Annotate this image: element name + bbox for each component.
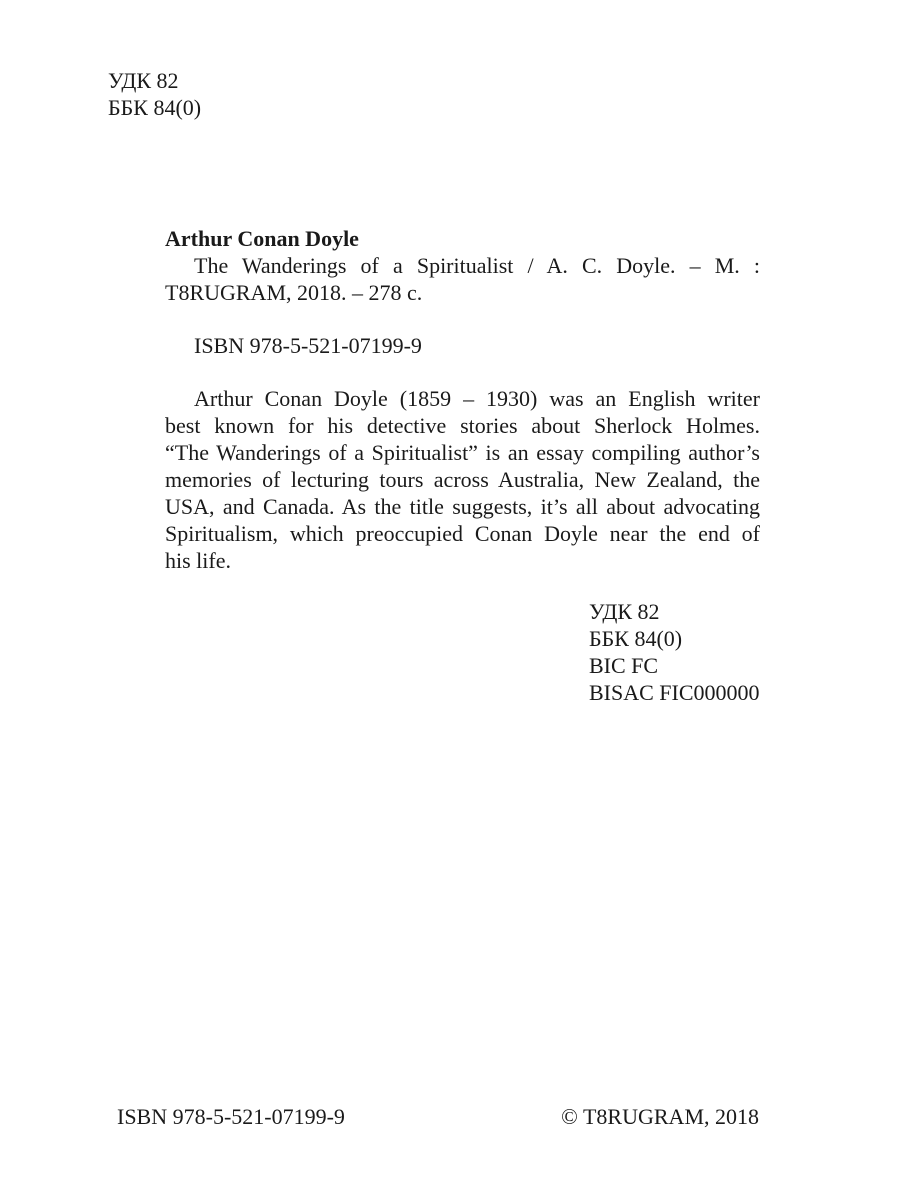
bbk-code: ББК 84(0) [589,626,683,651]
annotation-paragraph [165,385,760,574]
annotation-line: USA, and Canada. As the title suggests, it’s all about advocating [165,494,760,519]
isbn-line: ISBN 978-5-521-07199-9 [194,333,422,358]
footer-copyright: © T8RUGRAM, 2018 [561,1104,759,1129]
footer-isbn: ISBN 978-5-521-07199-9 [117,1104,345,1129]
udk-code: УДК 82 [108,68,179,93]
catalog-record [165,225,760,574]
annotation-line: his life. [165,548,231,573]
title-line-2: T8RUGRAM, 2018. – 278 c. [165,280,423,305]
bisac-code: BISAC FIC000000 [589,680,760,705]
udk-code: УДК 82 [589,599,660,624]
author-name: Arthur Conan Doyle [165,226,359,251]
title-line-1: The Wanderings of a Spiritualist / A. C. Doyle. – M. : [194,253,760,278]
annotation-line: best known for his detective stories about Sherlock Holmes. [165,413,760,438]
annotation-line: “The Wanderings of a Spiritualist” is an essay compiling author’s [165,440,760,465]
annotation-line: memories of lecturing tours across Australia, New Zealand, the [165,467,760,492]
bbk-code: ББК 84(0) [108,95,202,120]
bic-code: BIC FC [589,653,659,678]
right-classification-codes [589,598,760,706]
annotation-line: Spiritualism, which preoccupied Conan Doyle near the end of [165,521,760,546]
annotation-line: Arthur Conan Doyle (1859 – 1930) was an English writer [194,386,760,411]
top-classification-codes [108,67,201,121]
